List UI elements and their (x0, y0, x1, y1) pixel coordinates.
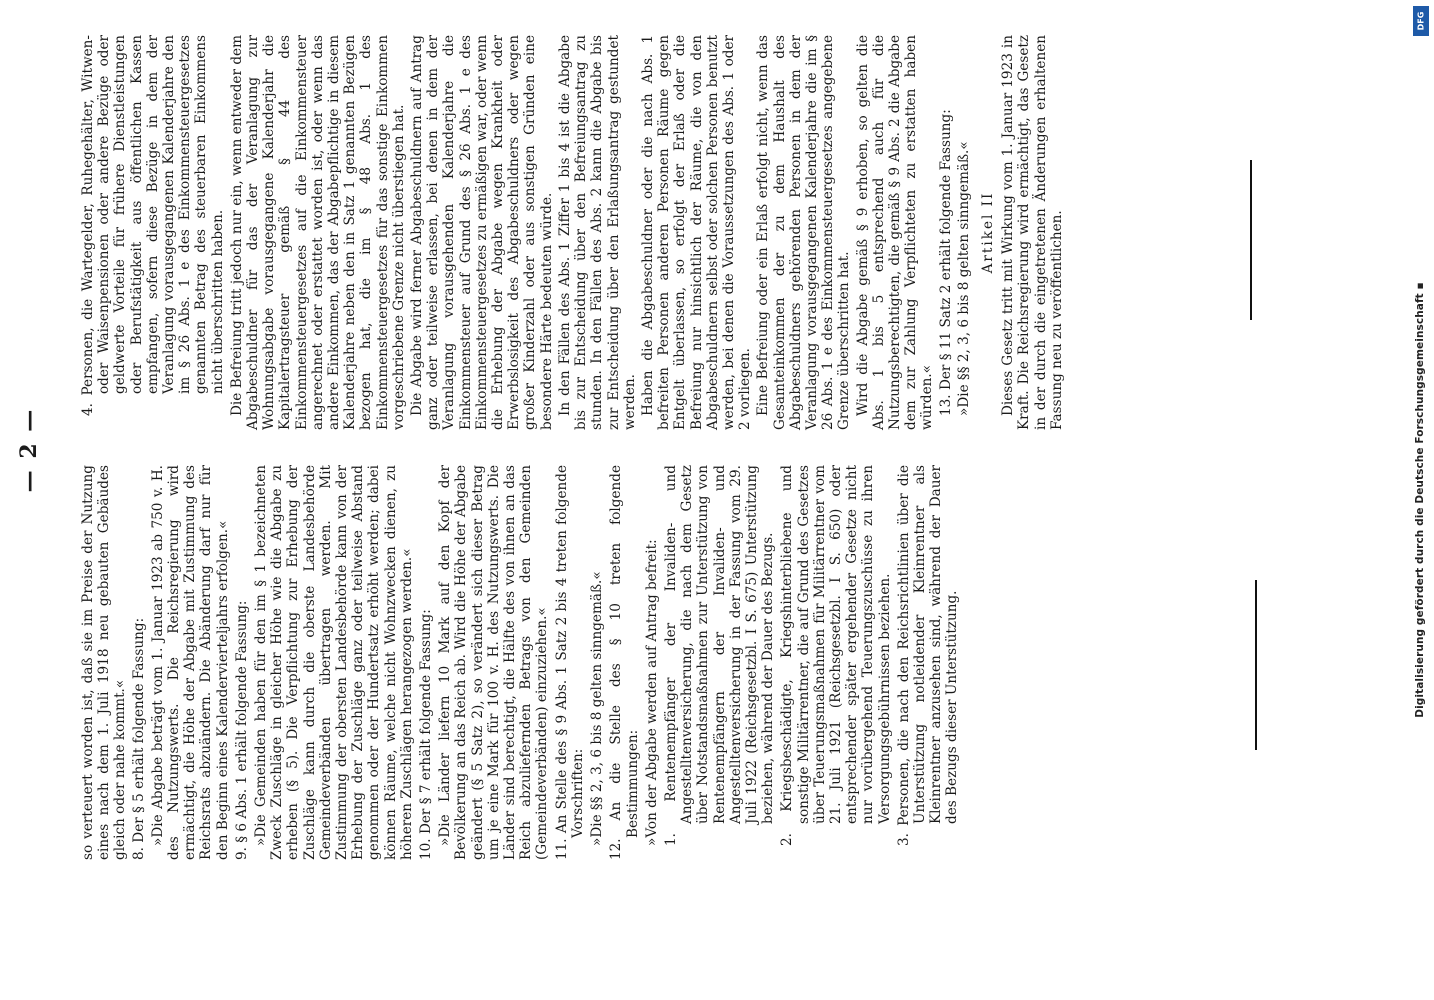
end-rule-left (1255, 580, 1257, 750)
paragraph: 13. Der § 11 Satz 2 erhält folgende Fassung: (937, 109, 954, 416)
paragraph: Wird die Abgabe gemäß § 9 erhoben, so gelten die Abs. 1 bis 5 entsprechend auch für die Nutzungsberechtigten, die gemäß § 9 Abs. 2 die Abgabe dem zur Zahlung Verpflichteten zu erstatten haben würden.« (854, 35, 936, 430)
quoted-text: »Von der Abgabe werden auf Antrag befreit: (643, 539, 660, 846)
digitization-credit (1410, 0, 1430, 1000)
numbered-item: 9. § 6 Abs. 1 erhält folgende Fassung: (233, 600, 250, 860)
quoted-text: »Die §§ 2, 3, 6 bis 8 gelten sinngemäß.« (589, 571, 606, 846)
numbered-item: 8. Der § 5 erhält folgende Fassung: (130, 617, 147, 860)
quoted-text: »Die Länder liefern 10 Mark auf den Kopf der Bevölkerung an das Reich ab. Wird die Höhe der Abgabe geändert (§ 5 Satz 2), so verändert sich dieser Betrag um je eine Mark für 100 v. H. des Nutzungswerts. Die Länder sind berechtigt, die Hälfte des von ihnen an das Reich abzuliefernden Betrags von den Gemeinden (Gemeindeverbänden) einzuziehen.« (437, 465, 551, 860)
numbered-item: 11. An Stelle des § 9 Abs. 1 Satz 2 bis 4 treten folgende Vorschriften: (553, 465, 586, 860)
paragraph: Die Abgabe wird ferner Abgabeschuldnern auf Antrag ganz oder teilweise erlassen, bei denen in dem der Veranlagung vorausgehenden Kalenderjahre die Einkommensteuer auf Grund des § 26 Abs. 1 e des Einkommensteuergesetzes zu ermäßigen war, oder wenn die Erhebung der Abgabe wegen Krankheit oder Erwerbslosigkeit des Abgabeschuldners oder wegen großer Kinderzahl oder aus sonstigen Gründen eine besondere Härte bedeuten würde. (409, 35, 555, 430)
document-page (10, 0, 1410, 900)
numbered-subitem: 3. Personen, die nach den Reichsrichtlinien über die Unterstützung notleidender Kleinrentner als Kleinrentner anzusehen sind, während der Dauer des Bezugs dieser Unterstützung. (895, 465, 961, 846)
page-number: — 2 — (16, 407, 42, 493)
numbered-subitem: 2. Kriegsbeschädigte, Kriegshinterbliebene und sonstige Militärrentner, die auf Grund des Gesetzes über Teuerungsmaßnahmen für Militärrentner vom 21. Juli 1921 (Reichsgesetzbl. I S. 650) oder entsprechender später ergehender Gesetze nicht nur vorübergehend Teuerungszuschüsse zu ihren Versorgungsgebührnissen beziehen. (779, 465, 893, 846)
paragraph: Die Befreiung tritt jedoch nur ein, wenn entweder dem Abgabeschuldner für das der Veranlagung zur Wohnungsabgabe vorausgegangene Kalenderjahr die Kapitalertragsteuer gemäß § 44 des Einkommensteuergesetzes auf die Einkommensteuer angerechnet oder erstattet worden ist, oder wenn das andere Einkommen, das der Abgabepflichtige in diesem Kalenderjahre neben den in Satz 1 genannten Bezügen bezogen hat, die im § 48 Abs. 1 des Einkommensteuergesetzes für das sonstige Einkommen vorgeschriebene Grenze nicht überstiegen hat. (228, 35, 407, 430)
quoted-text: »Die Abgabe beträgt vom 1. Januar 1923 ab 750 v. H. des Nutzungswerts. Die Reichsregierung wird ermächtigt, die Höhe der Abgabe mit Zustimmung des Reichsrats abzuändern. Die Abänderung darf nur für den Beginn eines Kalendervierteljahrs erfolgen.« (149, 465, 231, 860)
left-column (80, 465, 964, 860)
dfg-logo-text: DFG (1416, 11, 1426, 31)
paragraph: Dieses Gesetz tritt mit Wirkung vom 1. Januar 1923 in Kraft. Die Reichsregierung wird ermächtigt, das Gesetz in der durch die eingetretenen Änderungen erhaltenen Fassung neu zu veröffentlichen. (1000, 35, 1065, 430)
numbered-item: 10. Der § 7 erhält folgende Fassung: (418, 609, 435, 860)
numbered-subitem: 1. Rentenempfänger der Invaliden- und Angestelltenversicherung, die nach dem Gesetz über Notstandsmaßnahmen zur Unterstützung von Rentenempfängern der Invaliden- und Angestelltenversicherung in der Fassung vom 29. Juli 1922 (Reichsgesetzbl. I S. 675) Unterstützung beziehen, während der Dauer des Bezugs. (662, 465, 777, 846)
paragraph: Eine Befreiung oder ein Erlaß erfolgt nicht, wenn das Gesamteinkommen der zu dem Haushalt des Abgabeschuldners gehörenden Personen in dem der Veranlagung vorausgegangenen Kalenderjahre die im § 26 Abs. 1 e des Einkommensteuergesetzes angegebene Grenze überschritten hat. (755, 35, 853, 430)
paragraph: In den Fällen des Abs. 1 Ziffer 1 bis 4 ist die Abgabe bis zur Entscheidung über den Befreiungsantrag zu stunden. In den Fällen des Abs. 2 kann die Abgabe bis zur Entscheidung über den Erlaßungsantrag gestundet werden. (556, 35, 638, 430)
right-column (80, 35, 1067, 430)
section-heading: Artikel II (979, 191, 996, 274)
numbered-item: 12. An die Stelle des § 10 treten folgende Bestimmungen: (608, 465, 641, 860)
dfg-logo-badge (1413, 6, 1429, 36)
end-rule-right (1250, 160, 1252, 320)
credit-text: Digitalisierung gefördert durch die Deutsche Forschungsgemeinschaft ▪ (1414, 282, 1426, 718)
paragraph: so verteuert worden ist, daß sie im Preise der Nutzung eines nach dem 1. Juli 1918 neu gebauten Gebäudes gleich oder nahe kommt.« (80, 465, 129, 860)
paragraph: Haben die Abgabeschuldner oder die nach Abs. 1 befreiten Personen anderen Personen Räume gegen Entgelt überlassen, so erfolgt der Erlaß oder die Befreiung nur hinsichtlich der Räume, die von den Abgabeschuldnern selbst oder solchen Personen benutzt werden, bei denen die Voraussetzungen des Abs. 1 oder 2 vorliegen. (639, 35, 754, 430)
numbered-subitem: 4. Personen, die Wartegelder, Ruhegehälter, Witwen- oder Waisenpensionen oder andere Bezüge oder geldwerte Vorteile für frühere Dienstleistungen oder Berufstätigkeit aus öffentlichen Kassen empfangen, sofern diese Bezüge in dem der Veranlagung vorausgegangenen Kalenderjahre den im § 26 Abs. 1 e des Einkommensteuergesetzes genannten Betrag des steuerbaren Einkommens nicht überschritten haben. (80, 35, 226, 416)
quoted-text: »Die §§ 2, 3, 6 bis 8 gelten sinngemäß.« (955, 141, 972, 416)
quoted-text: »Die Gemeinden haben für den im § 1 bezeichneten Zweck Zuschläge in gleicher Höhe wie die Abgabe zu erheben (§ 5). Die Verpflichtung zur Erhebung der Zuschläge kann durch die oberste Landesbehörde Gemeindeverbänden übertragen werden. Mit Zustimmung der obersten Landesbehörde kann von der Erhebung der Zuschläge ganz oder teilweise Abstand genommen oder der Hundertsatz erhöht werden; dabei können Räume, welche nicht Wohnzwecken dienen, zu höheren Zuschlägen herangezogen werden.« (253, 465, 415, 860)
